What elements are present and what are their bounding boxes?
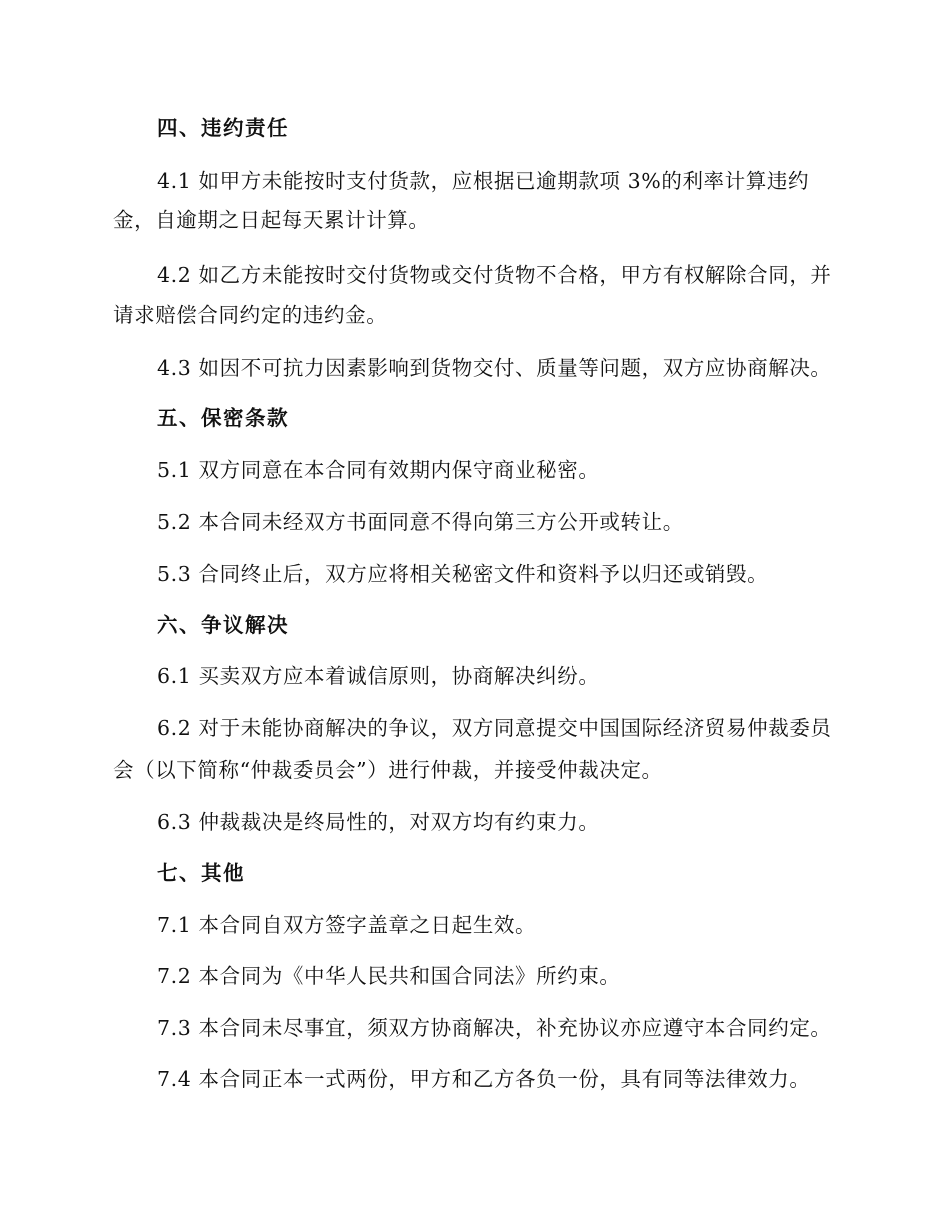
clause-6-1-line-1: 6.1 买卖双方应本着诚信原则，协商解决纠纷。: [157, 664, 600, 688]
clause-4-1-line-1: 4.1 如甲方未能按时支付货款，应根据已逾期款项 3%的利率计算违约: [157, 169, 810, 193]
section-heading-4: 四、违约责任: [157, 116, 289, 140]
section-heading-6: 六、争议解决: [157, 613, 289, 637]
section-heading-5: 五、保密条款: [157, 406, 289, 430]
clause-5-1-line-1: 5.1 双方同意在本合同有效期内保守商业秘密。: [157, 458, 600, 482]
section-heading-7: 七、其他: [157, 861, 245, 885]
clause-6-2-line-2: 会（以下简称“仲裁委员会”）进行仲裁，并接受仲裁决定。: [113, 758, 663, 782]
clause-5-2-line-1: 5.2 本合同未经双方书面同意不得向第三方公开或转让。: [157, 510, 684, 534]
clause-7-3-line-1: 7.3 本合同未尽事宜，须双方协商解决，补充协议亦应遵守本合同约定。: [157, 1016, 832, 1040]
clause-5-3-line-1: 5.3 合同终止后，双方应将相关秘密文件和资料予以归还或销毁。: [157, 562, 769, 586]
clause-4-3-line-1: 4.3 如因不可抗力因素影响到货物交付、质量等问题，双方应协商解决。: [157, 356, 832, 380]
clause-4-2-line-1: 4.2 如乙方未能按时交付货物或交付货物不合格，甲方有权解除合同，并: [157, 263, 832, 287]
clause-7-1-line-1: 7.1 本合同自双方签字盖章之日起生效。: [157, 913, 537, 937]
clause-4-2-line-2: 请求赔偿合同约定的违约金。: [113, 303, 388, 327]
clause-7-2-line-1: 7.2 本合同为《中华人民共和国合同法》所约束。: [157, 964, 621, 988]
clause-4-1-line-2: 金，自逾期之日起每天累计计算。: [113, 208, 430, 232]
clause-6-2-line-1: 6.2 对于未能协商解决的争议，双方同意提交中国国际经济贸易仲裁委员: [157, 716, 832, 740]
clause-7-4-line-1: 7.4 本合同正本一式两份，甲方和乙方各负一份，具有同等法律效力。: [157, 1067, 811, 1091]
clause-6-3-line-1: 6.3 仲裁裁决是终局性的，对双方均有约束力。: [157, 810, 600, 834]
